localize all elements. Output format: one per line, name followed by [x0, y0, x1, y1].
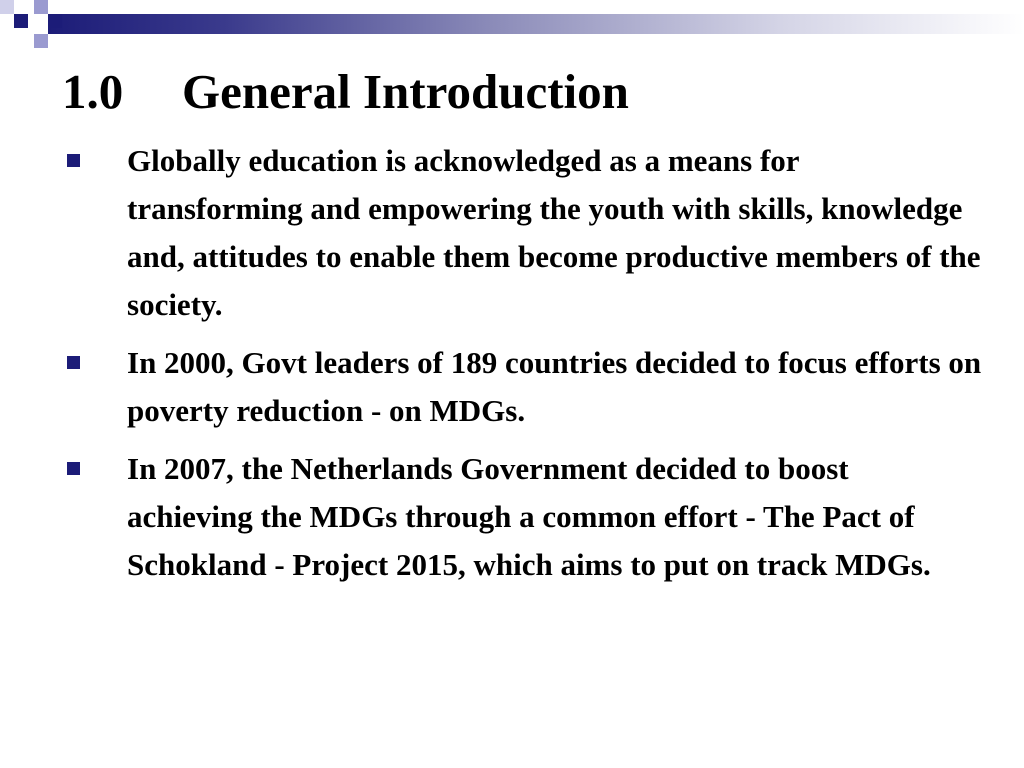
- header-gradient-bar: [48, 14, 1024, 34]
- bullet-item: [62, 137, 982, 329]
- deco-square: [34, 34, 48, 48]
- slide-title: [62, 62, 629, 122]
- bullet-item: [62, 339, 982, 435]
- square-bullet-icon: [67, 154, 80, 167]
- square-bullet-icon: [67, 356, 80, 369]
- square-bullet-icon: [67, 462, 80, 475]
- bullet-list: [62, 137, 982, 599]
- title-text: General Introduction: [182, 64, 629, 119]
- deco-square: [0, 0, 14, 14]
- deco-square: [34, 0, 48, 14]
- bullet-text: In 2007, the Netherlands Government decided to boost achieving the MDGs through a common effort - The Pact of Schokland - Project 2015, which aims to put on track MDGs.: [127, 451, 931, 582]
- deco-square: [48, 14, 62, 28]
- header-decoration: [0, 0, 1024, 60]
- deco-square: [14, 14, 28, 28]
- title-number: 1.0: [62, 64, 124, 119]
- bullet-item: [62, 445, 982, 589]
- bullet-text: Globally education is acknowledged as a means for transforming and empowering the youth with skills, knowledge and, attitudes to enable them become productive members of the society.: [127, 143, 981, 322]
- bullet-text: In 2000, Govt leaders of 189 countries decided to focus efforts on poverty reduction - on MDGs.: [127, 345, 982, 428]
